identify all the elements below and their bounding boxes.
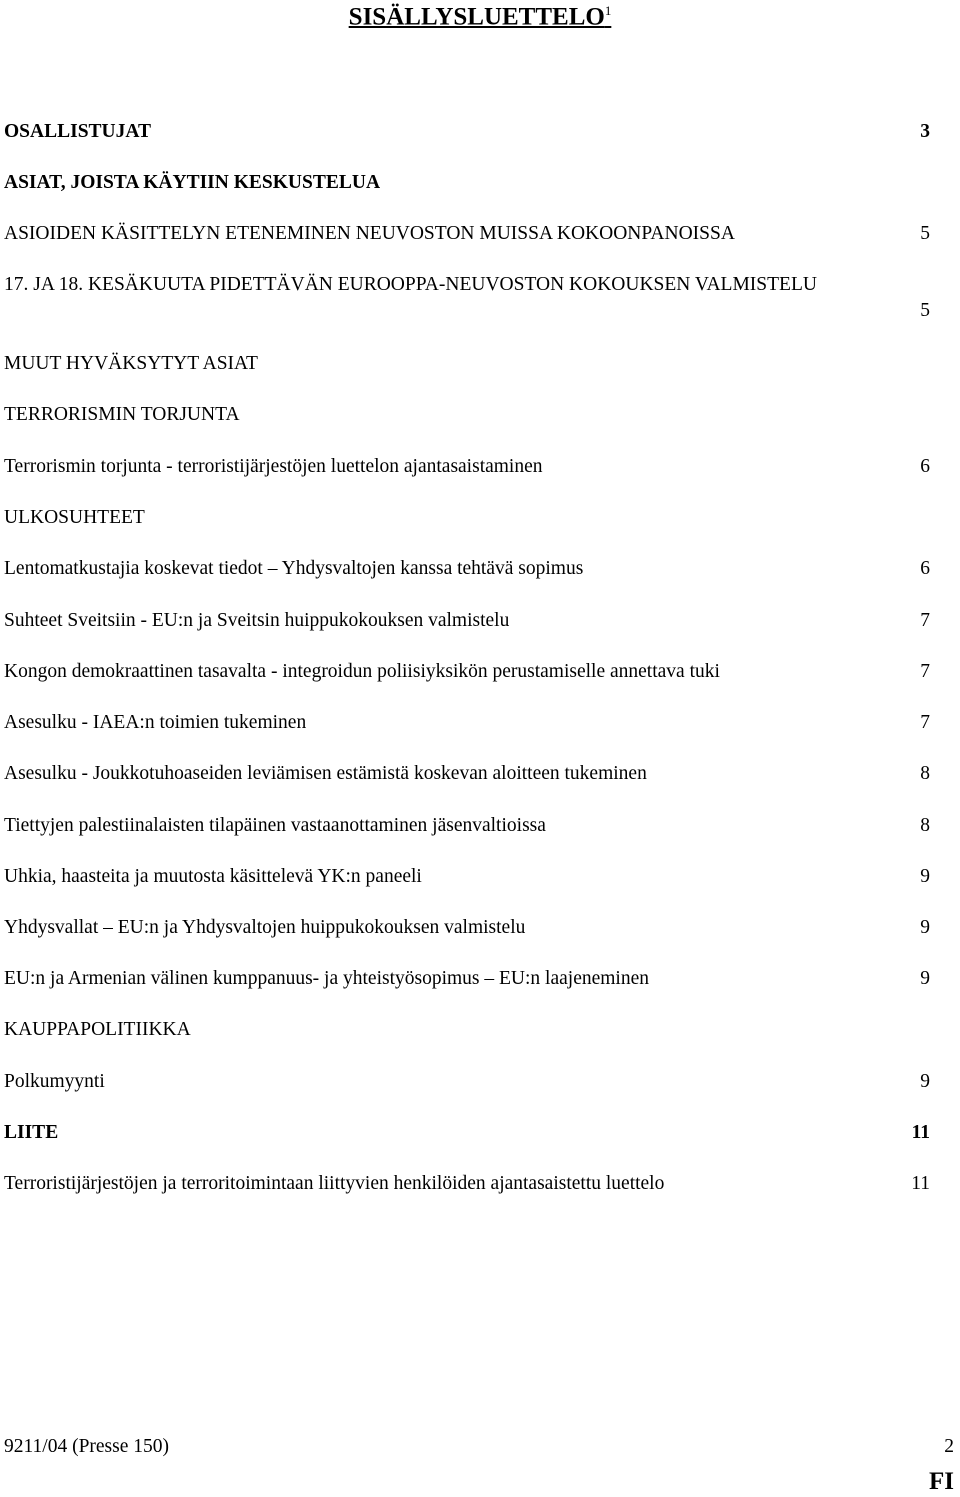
toc-entry-page: 5: [920, 223, 930, 244]
toc-entry-page: 11: [911, 1173, 930, 1194]
toc-entry-title: Kongon demokraattinen tasavalta - integroidun poliisiyksikön perustamiselle annettava tuki: [4, 661, 720, 682]
toc-entry: [4, 1017, 930, 1043]
toc-entry-title: Terrorismin torjunta - terroristijärjestöjen luettelon ajantasaistaminen: [4, 456, 543, 477]
toc-entry-title: Asesulku - Joukkotuhoaseiden leviämisen estämistä koskevan aloitteen tukeminen: [4, 763, 647, 784]
toc-entry-page: 9: [920, 917, 930, 938]
toc-entry-page: 9: [920, 866, 930, 887]
toc-entry: [4, 915, 930, 941]
toc-entry-title: KAUPPAPOLITIIKKA: [4, 1019, 191, 1040]
toc-entry-title: MUUT HYVÄKSYTYT ASIAT: [4, 353, 258, 374]
toc-entry-title: TERRORISMIN TORJUNTA: [4, 404, 240, 425]
toc-entry-page: 7: [920, 712, 930, 733]
toc-entry-title: EU:n ja Armenian välinen kumppanuus- ja yhteistyösopimus – EU:n laajeneminen: [4, 968, 649, 989]
toc-entry: [4, 402, 930, 428]
toc-entry: [4, 1120, 930, 1146]
toc-entry-page: 9: [920, 968, 930, 989]
toc-entry: [4, 659, 930, 685]
toc-entry-page: 6: [920, 558, 930, 579]
toc-entry-page: 5: [920, 300, 930, 321]
toc-entry-title: ULKOSUHTEET: [4, 507, 145, 528]
toc-entry: [4, 272, 930, 321]
toc-entry: [4, 454, 930, 480]
toc-entry: [4, 221, 930, 247]
toc-entry-title: Asesulku - IAEA:n toimien tukeminen: [4, 712, 307, 733]
toc-entry: [4, 608, 930, 634]
footer-language-code: FI: [929, 1468, 954, 1495]
toc-entry-title: Lentomatkustajia koskevat tiedot – Yhdysvaltojen kanssa tehtävä sopimus: [4, 558, 584, 579]
toc-entry: [4, 351, 930, 377]
toc-entry: [4, 119, 930, 145]
toc-entry-title: LIITE: [4, 1122, 59, 1143]
toc-entry-title: Uhkia, haasteita ja muutosta käsittelevä YK:n paneeli: [4, 866, 422, 887]
toc-entry: [4, 864, 930, 890]
toc-entry-page: 7: [920, 610, 930, 631]
toc-entry-page: 7: [920, 661, 930, 682]
toc-entry-title: Yhdysvallat – EU:n ja Yhdysvaltojen huippukokouksen valmistelu: [4, 917, 526, 938]
toc-entry: [4, 556, 930, 582]
toc-entry: [4, 1069, 930, 1095]
toc-entry-page: 8: [920, 815, 930, 836]
toc-entry-page: 11: [911, 1122, 930, 1143]
toc-entry-page: 9: [920, 1071, 930, 1092]
toc-entry-page: 6: [920, 456, 930, 477]
toc-entry-title: ASIOIDEN KÄSITTELYN ETENEMINEN NEUVOSTON MUISSA KOKOONPANOISSA: [4, 223, 735, 244]
toc-entry-title: Terroristijärjestöjen ja terroritoimintaan liittyvien henkilöiden ajantasaistettu luettelo: [4, 1173, 665, 1194]
footer-page-number: 2: [944, 1436, 954, 1457]
toc-entry: [4, 1171, 930, 1197]
toc-entry-title: Tiettyjen palestiinalaisten tilapäinen vastaanottaminen jäsenvaltioissa: [4, 815, 546, 836]
toc-entry-title: Suhteet Sveitsiin - EU:n ja Sveitsin huippukokouksen valmistelu: [4, 610, 510, 631]
toc-entry: [4, 710, 930, 736]
toc-entry: [4, 813, 930, 839]
footer-document-code: 9211/04 (Presse 150): [4, 1436, 170, 1457]
toc-entry: [4, 761, 930, 787]
toc-entry: [4, 966, 930, 992]
page-title: SISÄLLYSLUETTELO$^1$: [348, 3, 612, 31]
toc-entry: [4, 505, 930, 531]
toc-entry-page: 3: [920, 121, 930, 142]
toc-entry-page: 8: [920, 763, 930, 784]
toc-entry-title: 17. JA 18. KESÄKUUTA PIDETTÄVÄN EUROOPPA-NEUVOSTON KOKOUKSEN VALMISTELU: [4, 274, 817, 295]
toc-entry-title: OSALLISTUJAT: [4, 121, 152, 142]
toc-entry: [4, 170, 930, 196]
toc-entry-title: Polkumyynti: [4, 1071, 105, 1092]
toc-entry-title: ASIAT, JOISTA KÄYTIIN KESKUSTELUA: [4, 172, 381, 193]
title-footnote-marker: 1: [604, 3, 612, 18]
